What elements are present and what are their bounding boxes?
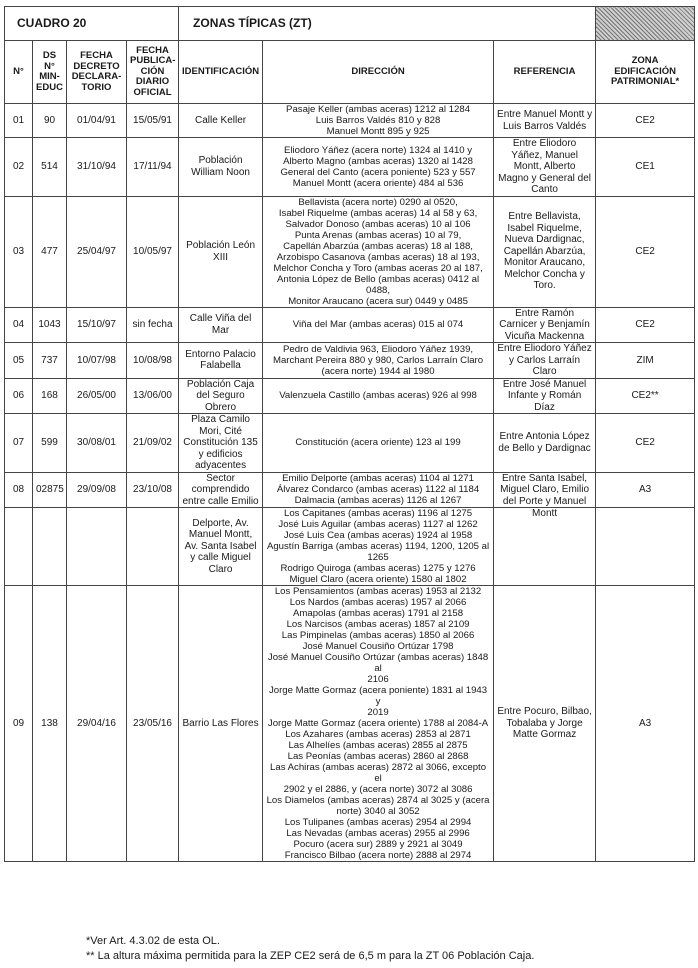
direccion-line: José Manuel Cousiño Ortúzar 1798: [302, 641, 454, 652]
direccion-line: Monitor Araucano (acera sur) 0449 y 0485: [288, 295, 468, 307]
direccion-line: José Luis Cea (ambas aceras) 1924 al 1958: [283, 530, 473, 541]
row-ds: 514: [33, 138, 67, 197]
row-referencia: Entre José Manuel Infante y Román Díaz: [494, 378, 596, 414]
table-row: [5, 307, 695, 343]
table-row: [5, 472, 695, 508]
direccion-line: Emilio Delporte (ambas aceras) 1104 al 1271: [282, 473, 474, 485]
row-decreto: 10/07/98: [67, 343, 127, 379]
direccion-line: Salvador Donoso (ambas aceras) 10 al 106: [285, 218, 471, 230]
row-number: [5, 508, 33, 586]
direccion-line: Agustín Barriga (ambas aceras) 1194, 1200, 1205 al: [266, 541, 490, 552]
zonas-tipicas-table: [4, 6, 695, 862]
row-ds: 168: [33, 378, 67, 414]
row-number: 04: [5, 307, 33, 343]
footnote-1: *Ver Art. 4.3.02 de esta OL.: [86, 935, 220, 947]
col-zona: ZONA EDIFICACIÓN PATRIMONIAL*: [596, 41, 695, 104]
direccion-line: Viña del Mar (ambas aceras) 015 al 074: [292, 319, 464, 331]
row-zona: A3: [596, 586, 695, 862]
col-decreto: FECHA DECRETO DECLARA- TORIO: [67, 41, 127, 104]
direccion-line: José Manuel Cousiño Ortúzar (ambas aceras) 1848 al: [267, 652, 489, 674]
row-zona: ZIM: [596, 343, 695, 379]
direccion-line: Rodrigo Quiroga (ambas aceras) 1275 y 1276: [280, 563, 476, 574]
direccion-line: norte) 3040 al 3052: [336, 806, 420, 817]
row-number: 01: [5, 104, 33, 138]
row-identificacion: Entorno Palacio Falabella: [179, 343, 263, 379]
direccion-line: Miguel Claro (acera oriente) 1580 al 1802: [289, 574, 467, 585]
footnote-2: ** La altura máxima permitida para la ZEP CE2 será de 6,5 m para la ZT 06 Población Caja.: [86, 950, 535, 962]
table-body: [5, 104, 695, 862]
direccion-line: Antonia López de Bello (ambas aceras) 0412 al 0488,: [276, 273, 480, 296]
row-number: 05: [5, 343, 33, 379]
row-decreto: 01/04/91: [67, 104, 127, 138]
row-direccion: [263, 104, 494, 138]
col-diario: FECHA PUBLICA- CIÓN DIARIO OFICIAL: [127, 41, 179, 104]
row-diario: 23/05/16: [127, 586, 179, 862]
row-identificacion: Población León XIII: [179, 196, 263, 307]
row-referencia: Entre Pocuro, Bilbao, Tobalaba y Jorge Matte Gormaz: [494, 586, 596, 862]
row-ds: 1043: [33, 307, 67, 343]
row-direccion: [263, 343, 494, 379]
table-row: [5, 586, 695, 862]
row-direccion: [263, 586, 494, 862]
table-row: [5, 138, 695, 197]
row-diario: 13/06/00: [127, 378, 179, 414]
direccion-line: 1265: [367, 552, 389, 563]
row-decreto: 15/10/97: [67, 307, 127, 343]
direccion-line: Marchant Pereira 880 y 980, Carlos Larraín Claro: [272, 354, 484, 366]
row-zona: CE2: [596, 414, 695, 473]
row-ds: 02875: [33, 472, 67, 508]
footnotes: [86, 934, 534, 964]
stamp-box: [596, 7, 695, 41]
row-diario: 23/10/08: [127, 472, 179, 508]
table-title: CUADRO 20: [5, 7, 179, 41]
direccion-line: Dalmacia (ambas aceras) 1126 al 1267: [294, 495, 462, 507]
row-number: 08: [5, 472, 33, 508]
row-number: 02: [5, 138, 33, 197]
row-zona: A3: [596, 472, 695, 508]
direccion-line: Isabel Riquelme (ambas aceras) 14 al 58 y 63,: [278, 207, 478, 219]
row-ds: 737: [33, 343, 67, 379]
direccion-line: Las Alhelíes (ambas aceras) 2855 al 2875: [288, 740, 468, 751]
direccion-line: Alberto Magno (ambas aceras) 1320 al 1428: [283, 155, 473, 167]
direccion-line: José Luis Aguilar (ambas aceras) 1127 al 1262: [278, 519, 478, 530]
direccion-line: Álvarez Condarco (ambas aceras) 1122 al 1184: [276, 484, 480, 496]
direccion-line: Luis Barros Valdés 810 y 828: [315, 115, 441, 126]
row-number: 07: [5, 414, 33, 473]
row-number: 03: [5, 196, 33, 307]
row-identificacion: Población Caja del Seguro Obrero: [179, 378, 263, 414]
row-identificacion: Calle Viña del Mar: [179, 307, 263, 343]
direccion-line: Valenzuela Castillo (ambas aceras) 926 al 998: [279, 390, 477, 402]
row-zona: CE2: [596, 196, 695, 307]
row-decreto: 30/08/01: [67, 414, 127, 473]
row-identificacion: Delporte, Av. Manuel Montt, Av. Santa Isabel y calle Miguel Claro: [179, 508, 263, 586]
direccion-line: Arzobispo Casanova (ambas aceras) 18 al 193,: [276, 251, 480, 263]
row-diario: 21/09/02: [127, 414, 179, 473]
row-decreto: 31/10/94: [67, 138, 127, 197]
row-referencia: Entre Ramón Carnicer y Benjamín Vicuña Mackenna: [494, 307, 596, 343]
direccion-line: Constitución (acera oriente) 123 al 199: [295, 437, 461, 449]
direccion-line: Francisco Bilbao (acera norte) 2888 al 2974: [284, 850, 472, 861]
row-zona: CE2: [596, 307, 695, 343]
row-diario: 10/05/97: [127, 196, 179, 307]
row-direccion: [263, 472, 494, 508]
row-zona: CE1: [596, 138, 695, 197]
row-decreto: [67, 508, 127, 586]
direccion-line: General del Canto (acera poniente) 523 y 557: [280, 166, 476, 178]
direccion-line: Los Pensamientos (ambas aceras) 1953 al 2132: [274, 586, 482, 597]
document-page: [4, 6, 694, 962]
row-identificacion: Sector comprendido entre calle Emilio: [179, 472, 263, 508]
direccion-line: Pasaje Keller (ambas aceras) 1212 al 1284: [286, 104, 471, 115]
table-row: [5, 508, 695, 586]
row-referencia: Entre Bellavista, Isabel Riquelme, Nueva Dardignac, Capellán Abarzúa, Monitor Araucano, Melchor Concha y Toro.: [494, 196, 596, 307]
row-diario: 10/08/98: [127, 343, 179, 379]
row-referencia: Entre Santa Isabel, Miguel Claro, Emilio del Porte y Manuel: [494, 472, 596, 508]
direccion-line: Manuel Montt (acera oriente) 484 al 536: [292, 177, 464, 189]
table-row: [5, 414, 695, 473]
row-decreto: 29/09/08: [67, 472, 127, 508]
row-direccion: [263, 508, 494, 586]
direccion-line: Las Nevadas (ambas aceras) 2955 al 2996: [286, 828, 470, 839]
row-zona: CE2: [596, 104, 695, 138]
row-referencia: Entre Eliodoro Yáñez y Carlos Larraín Claro: [494, 343, 596, 379]
row-diario: 15/05/91: [127, 104, 179, 138]
row-direccion: [263, 138, 494, 197]
row-direccion: [263, 196, 494, 307]
row-diario: sin fecha: [127, 307, 179, 343]
direccion-line: Manuel Montt 895 y 925: [326, 126, 430, 137]
direccion-line: Punta Arenas (ambas aceras) 10 al 79,: [294, 229, 462, 241]
row-diario: [127, 508, 179, 586]
direccion-line: Las Achiras (ambas aceras) 2872 al 3066, excepto el: [270, 762, 487, 784]
direccion-line: 2902 y el 2886, y (acera norte) 3072 al 3086: [283, 784, 473, 795]
direccion-line: Los Capitanes (ambas aceras) 1196 al 1275: [284, 508, 473, 519]
row-direccion: [263, 414, 494, 473]
row-diario: 17/11/94: [127, 138, 179, 197]
table-row: [5, 378, 695, 414]
header-row: [5, 41, 695, 104]
row-ds: [33, 508, 67, 586]
direccion-line: Bellavista (acera norte) 0290 al 0520,: [298, 196, 458, 208]
direccion-line: Capellán Abarzúa (ambas aceras) 18 al 188,: [283, 240, 473, 252]
direccion-line: Las Pimpinelas (ambas aceras) 1850 al 2066: [281, 630, 475, 641]
row-zona: CE2**: [596, 378, 695, 414]
table-subtitle: ZONAS TÍPICAS (ZT): [179, 7, 596, 41]
col-num: N°: [5, 41, 33, 104]
row-direccion: [263, 378, 494, 414]
direccion-line: Los Tulipanes (ambas aceras) 2954 al 2994: [284, 817, 472, 828]
row-identificacion: Plaza Camilo Mori, Cité Constitución 135 y edificios adyacentes: [179, 414, 263, 473]
direccion-line: Jorge Matte Gormaz (acera poniente) 1831 al 1943 y: [268, 685, 488, 707]
row-identificacion: Barrio Las Flores: [179, 586, 263, 862]
col-ident: IDENTIFICACIÓN: [179, 41, 263, 104]
table-row: [5, 343, 695, 379]
row-referencia: Entre Antonia López de Bello y Dardignac: [494, 414, 596, 473]
direccion-line: Los Nardos (ambas aceras) 1957 al 2066: [289, 597, 467, 608]
row-zona: [596, 508, 695, 586]
direccion-line: Los Narcisos (ambas aceras) 1857 al 2109: [286, 619, 470, 630]
table-row: [5, 196, 695, 307]
direccion-line: (acera norte) 1944 al 1980: [321, 365, 435, 377]
col-dir: DIRECCIÓN: [263, 41, 494, 104]
row-ds: 477: [33, 196, 67, 307]
row-referencia: Montt: [494, 508, 596, 586]
direccion-line: Pocuro (acera sur) 2889 y 2921 al 3049: [293, 839, 463, 850]
row-decreto: 29/04/16: [67, 586, 127, 862]
row-referencia: Entre Eliodoro Yáñez, Manuel Montt, Alberto Magno y General del Canto: [494, 138, 596, 197]
row-ds: 138: [33, 586, 67, 862]
row-direccion: [263, 307, 494, 343]
row-number: 06: [5, 378, 33, 414]
row-decreto: 26/05/00: [67, 378, 127, 414]
table-row: [5, 104, 695, 138]
row-identificacion: Población William Noon: [179, 138, 263, 197]
direccion-line: Amapolas (ambas aceras) 1791 al 2158: [292, 608, 464, 619]
row-number: 09: [5, 586, 33, 862]
direccion-line: 2106: [367, 674, 389, 685]
row-referencia: Entre Manuel Montt y Luis Barros Valdés: [494, 104, 596, 138]
row-ds: 599: [33, 414, 67, 473]
col-ref: REFERENCIA: [494, 41, 596, 104]
direccion-line: Los Diamelos (ambas aceras) 2874 al 3025 y (acera: [266, 795, 490, 806]
direccion-line: Eliodoro Yáñez (acera norte) 1324 al 1410 y: [284, 144, 473, 156]
direccion-line: Las Peonías (ambas aceras) 2860 al 2868: [287, 751, 469, 762]
row-identificacion: Calle Keller: [179, 104, 263, 138]
row-ds: 90: [33, 104, 67, 138]
row-decreto: 25/04/97: [67, 196, 127, 307]
col-ds: DS N° MIN- EDUC: [33, 41, 67, 104]
direccion-line: Jorge Matte Gormaz (acera oriente) 1788 al 2084-A: [267, 718, 489, 729]
direccion-line: 2019: [367, 707, 389, 718]
direccion-line: Melchor Concha y Toro (ambas aceras 20 al 187,: [273, 262, 483, 274]
direccion-line: Los Azahares (ambas aceras) 2853 al 2871: [285, 729, 471, 740]
direccion-line: Pedro de Valdivia 963, Eliodoro Yáñez 1939,: [283, 343, 474, 355]
